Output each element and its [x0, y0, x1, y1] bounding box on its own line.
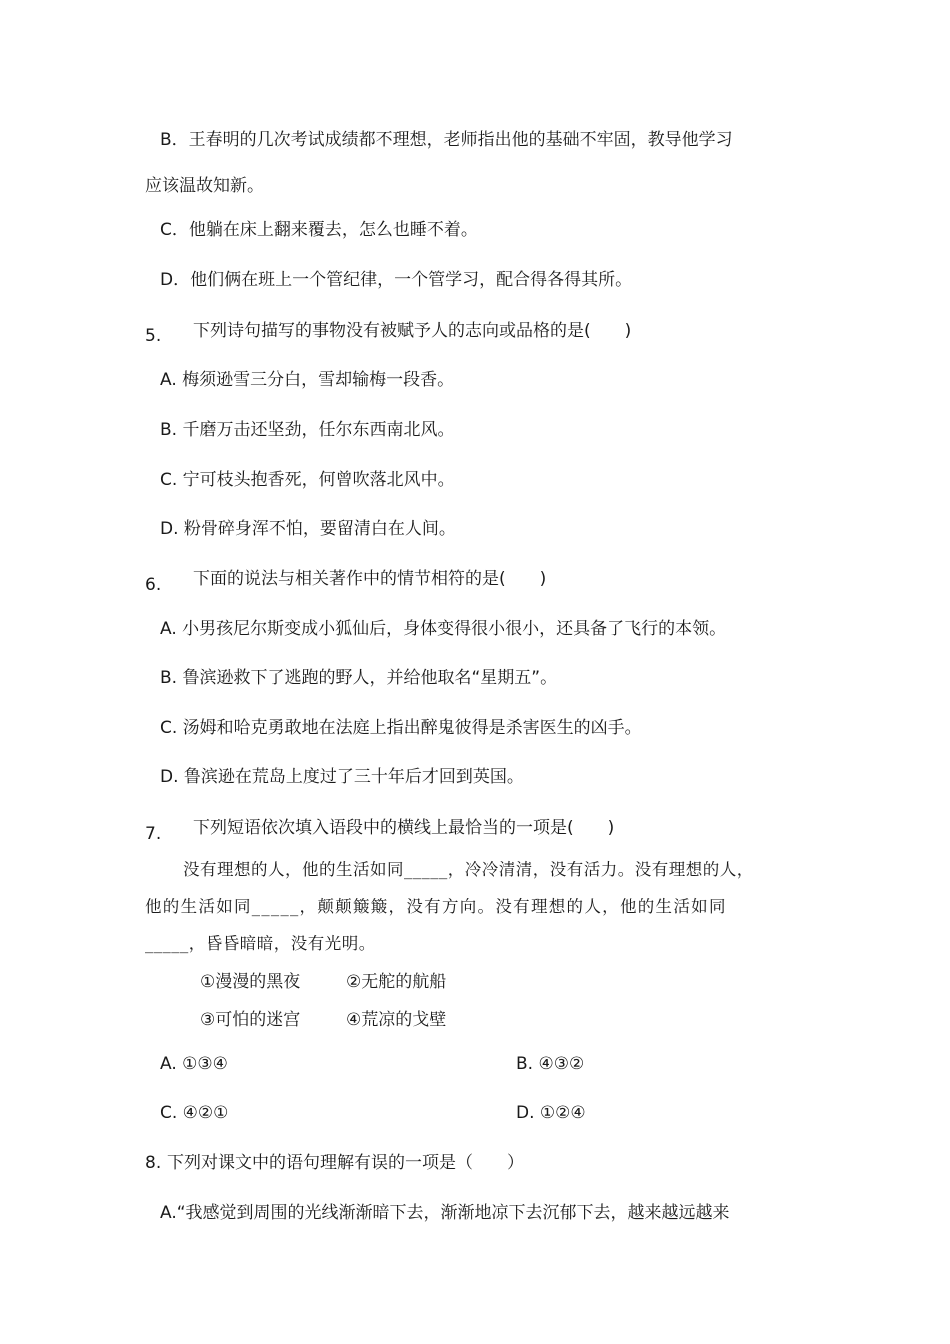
- q6-number: 6.: [145, 575, 162, 595]
- q7-passage-line3: _____，昏昏暗暗，没有光明。: [145, 934, 376, 953]
- q4-option-b-line2: 应该温故知新。: [145, 176, 264, 196]
- q8-number: 8.: [145, 1153, 162, 1173]
- q7-option-a: A. ①③④: [160, 1054, 228, 1074]
- q5-option-d: D. 粉骨碎身浑不怕，要留清白在人间。: [160, 519, 456, 539]
- q5-stem: 下列诗句描写的事物没有被赋予人的志向或品格的是( ): [193, 321, 632, 341]
- q6-option-d: D. 鲁滨逊在荒岛上度过了三十年后才回到英国。: [160, 767, 524, 787]
- q7-choice-4: ④荒凉的戈壁: [346, 1010, 447, 1030]
- q7-passage-line1: 没有理想的人，他的生活如同_____，冷冷清清，没有活力。没有理想的人，: [183, 860, 754, 879]
- q4-option-c: C．他躺在床上翻来覆去，怎么也睡不着。: [160, 220, 478, 240]
- q7-passage-line2: 他的生活如同_____，颠颠簸簸，没有方向。没有理想的人，他的生活如同: [145, 897, 727, 916]
- q7-option-c: C. ④②①: [160, 1103, 229, 1123]
- q7-number: 7.: [145, 824, 162, 844]
- q5-number: 5.: [145, 326, 162, 346]
- q5-option-a: A. 梅须逊雪三分白，雪却输梅一段香。: [160, 370, 455, 390]
- q7-choice-1: ①漫漫的黑夜: [200, 972, 301, 992]
- q8-option-a-line1: A.“我感觉到周围的光线渐渐暗下去，渐渐地凉下去沉郁下去，越来越远越来: [160, 1203, 730, 1223]
- q4-option-b-line1: B．王春明的几次考试成绩都不理想，老师指出他的基础不牢固，教导他学习: [160, 130, 733, 150]
- q7-choice-3: ③可怕的迷宫: [200, 1010, 301, 1030]
- q4-option-d: D．他们俩在班上一个管纪律，一个管学习，配合得各得其所。: [160, 270, 633, 290]
- q7-stem: 下列短语依次填入语段中的横线上最恰当的一项是( ): [193, 818, 615, 838]
- q7-option-b: B. ④③②: [516, 1054, 585, 1074]
- q6-stem: 下面的说法与相关著作中的情节相符的是( ): [193, 569, 547, 589]
- q7-option-d: D. ①②④: [516, 1103, 586, 1123]
- q6-option-a: A. 小男孩尼尔斯变成小狐仙后，身体变得很小很小，还具备了飞行的本领。: [160, 619, 727, 639]
- q7-choice-2: ②无舵的航船: [346, 972, 447, 992]
- q5-option-c: C. 宁可枝头抱香死，何曾吹落北风中。: [160, 470, 455, 490]
- q8-stem: 下列对课文中的语句理解有误的一项是（ ）: [167, 1153, 524, 1173]
- q6-option-c: C. 汤姆和哈克勇敢地在法庭上指出醉鬼彼得是杀害医生的凶手。: [160, 718, 642, 738]
- q6-option-b: B. 鲁滨逊救下了逃跑的野人，并给他取名“星期五”。: [160, 668, 558, 688]
- q5-option-b: B. 千磨万击还坚劲，任尔东西南北风。: [160, 420, 455, 440]
